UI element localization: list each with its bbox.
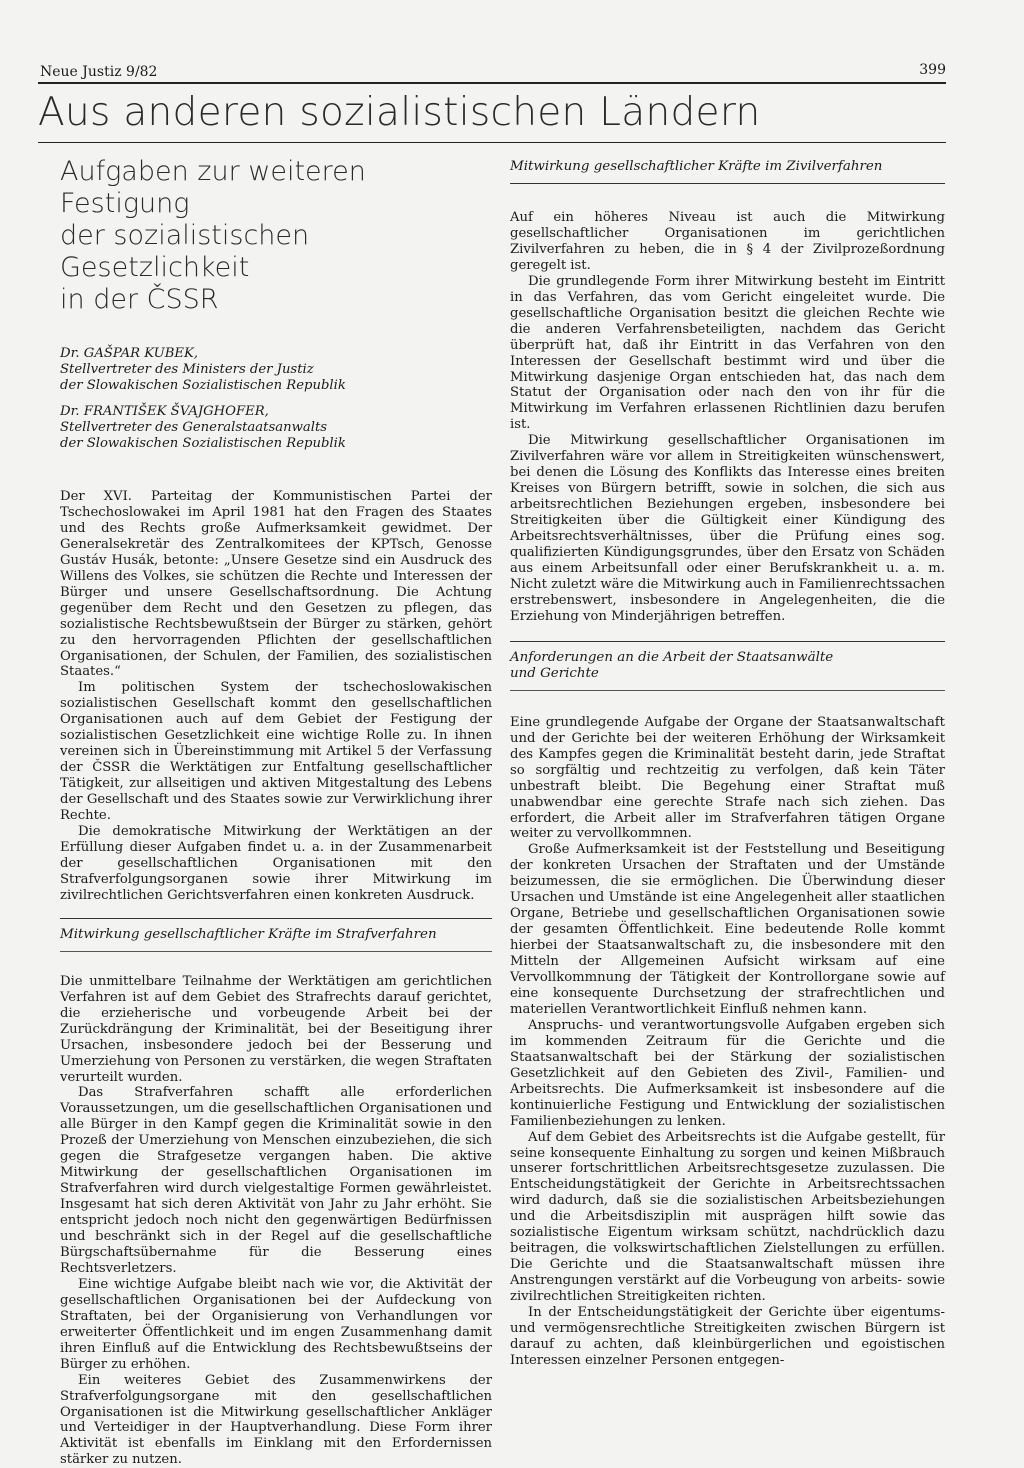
paragraph: Die unmittelbare Teilnahme der Werktätigen am gerichtlichen Verfahren ist auf dem Gebiet des Strafrechts darauf gerichtet, die erzieherische und vorbeugende Arbeit bei der Zurückdrängung der Kriminalität, bei der Beseitigung ihrer Ursachen, insbesondere jedoch bei der Besserung und Umerziehung von Personen zu verstärken, die wegen Straftaten verurteilt wurden. [60, 973, 492, 1085]
section-title: Aus anderen sozialistischen Ländern [38, 90, 761, 135]
subheading-line: Anforderungen an die Arbeit der Staatsanwälte [510, 649, 834, 665]
author-org: der Slowakischen Sozialistischen Republik [60, 436, 346, 451]
left-column [60, 150, 492, 1468]
subheading-rule [60, 951, 492, 952]
subheading-strafverfahren: Mitwirkung gesellschaftlicher Kräfte im Strafverfahren [60, 918, 492, 943]
author-org: der Slowakischen Sozialistischen Republik [60, 378, 346, 393]
right-column [510, 150, 945, 1369]
article-title-line: in der ČSSR [60, 284, 219, 315]
paragraph: Im politischen System der tschechoslowakischen sozialistischen Gesellschaft kommt den gesellschaftlichen Organisationen auch auf dem Gebiet der Festigung der sozialistischen Gesetzlichkeit eine wichtige Rolle zu. In ihnen vereinen sich in Übereinstimmung mit Artikel 5 der Verfassung der ČSSR die Werktätigen zur Entfaltung gesellschaftlicher Tätigkeit, zur allseitigen und aktiven Mitgestaltung des Lebens der Gesellschaft und des Staates sowie zur Verwirklichung ihrer Rechte. [60, 680, 492, 824]
article-title-line: Aufgaben zur weiteren Festigung [60, 156, 366, 219]
author-role: Stellvertreter des Ministers der Justiz [60, 362, 314, 377]
paragraph: Auf ein höheres Niveau ist auch die Mitwirkung gesellschaftlicher Organisationen im gerichtlichen Zivilverfahren zu heben, die in § 4 der Zivilprozeßordnung geregelt ist. [510, 210, 945, 273]
header-rule [38, 82, 946, 84]
article-title [60, 156, 492, 316]
page-number: 399 [919, 62, 946, 78]
author-block [60, 404, 492, 452]
paragraph: Ein weiteres Gebiet des Zusammenwirkens der Strafverfolgungsorgane mit den gesellschaftlichen Organisationen ist die Mitwirkung gesellschaftlicher Ankläger und Verteidiger in der Hauptverhandlung. Diese Form ihrer Aktivität ist ebenfalls im Einklang mit den Erfordernissen stärker zu nutzen. [60, 1372, 492, 1468]
anforderungen-text [510, 715, 945, 1369]
subheading-rule [510, 183, 945, 184]
paragraph: Die grundlegende Form ihrer Mitwirkung besteht im Eintritt in das Verfahren, das vom Gericht eingeleitet wurde. Die gesellschaftliche Organisation besitzt die gleichen Rechte wie die anderen Verfahrensbeteiligten, nachdem das Gericht überprüft hat, daß ihr Eintritt in das Verfahren von den Interessen der Gesellschaft bestimmt wird und über die Mitwirkung dasjenige Organ entschieden hat, das nach dem Statut der Organisation oder nach den von ihr für die Mitwirkung im Verfahren erlassenen Richtlinien dazu berufen ist. [510, 273, 945, 433]
subheading-zivilverfahren: Mitwirkung gesellschaftlicher Kräfte im Zivilverfahren [510, 159, 883, 174]
paragraph: Anspruchs- und verantwortungsvolle Aufgaben ergeben sich im kommenden Zeitraum für die Gerichte und die Staatsanwaltschaft bei der Stärkung der sozialistischen Gesetzlichkeit auf den Gebieten des Zivil-, Familien- und Arbeitsrechts. Die Aufmerksamkeit ist insbesondere auf die kontinuierliche Festigung und Entwicklung der sozialistischen Familienbeziehungen zu lenken. [510, 1017, 945, 1129]
paragraph: Die demokratische Mitwirkung der Werktätigen an der Erfüllung dieser Aufgaben findet u. a. in der Zusammenarbeit der gesellschaftlichen Organisationen mit den Strafverfolgungsorganen sowie ihrer Mitwirkung im zivilrechtlichen Gerichtsverfahren einen konkreten Ausdruck. [60, 824, 492, 903]
running-header-journal: Neue Justiz 9/82 [40, 64, 158, 80]
intro-text [60, 489, 492, 904]
author-name: Dr. FRANTIŠEK ŠVAJGHOFER, [60, 404, 269, 419]
subheading-rule [510, 690, 945, 691]
author-block [60, 346, 492, 394]
paragraph: Große Aufmerksamkeit ist der Feststellung und Beseitigung der konkreten Ursachen der Straftaten und der Umstände beizumessen, die sie ermöglichen. Die Überwindung dieser Ursachen und Umstände ist eine Angelegenheit aller staatlichen Organe, Betriebe und gesellschaftlichen Organisationen sowie der gesamten Öffentlichkeit. Eine bedeutende Rolle kommt hierbei der Staatsanwaltschaft zu, die insbesondere mit den Mitteln der Allgemeinen Aufsicht wirksam auf eine Vervollkommnung der Tätigkeit der Kontrollorgane sowie auf eine konsequente Durchsetzung der strafrechtlichen und materiellen Verantwortlichkeit Einfluß nehmen kann. [510, 842, 945, 1017]
subheading-anforderungen [510, 641, 945, 682]
author-role: Stellvertreter des Generalstaatsanwalts [60, 420, 328, 435]
paragraph: Das Strafverfahren schafft alle erforderlichen Voraussetzungen, um die gesellschaftlichen Organisationen und alle Bürger in den Kampf gegen die Kriminalität sowie in den Prozeß der Umerziehung von Menschen einzubeziehen, die sich gegen die Strafgesetze vergangen haben. Die aktive Mitwirkung der gesellschaftlichen Organisationen im Strafverfahren wird durch vielgestaltige Formen gewährleistet. Insgesamt hat sich deren Aktivität von Jahr zu Jahr erhöht. Sie entspricht jedoch noch nicht den gegenwärtigen Bedürfnissen und beschränkt sich in der Regel auf die gesellschaftliche Bürgschaftsübernahme für die Besserung eines Rechtsverletzers. [60, 1085, 492, 1276]
strafverfahren-text [60, 974, 492, 1468]
author-name: Dr. GAŠPAR KUBEK, [60, 346, 199, 361]
paragraph: Auf dem Gebiet des Arbeitsrechts ist die Aufgabe gestellt, für seine konsequente Einhaltung zu sorgen und keinen Mißbrauch unserer fortschrittlichen Arbeitsrechtsgesetze zuzulassen. Die Entscheidungstätigkeit der Gerichte in Arbeitsrechtssachen wird dadurch, daß sie die sozialistischen Arbeitsbeziehungen und die Arbeitsdisziplin mit ausprägen hilft sowie das sozialistische Eigentum wirksam schützt, nachdrücklich dazu beitragen, die volkswirtschaftlichen Zielstellungen zu erfüllen. Die Gerichte und die Staatsanwaltschaft müssen ihre Anstrengungen verstärkt auf die Vorbeugung von arbeits- sowie zivilrechtlichen Streitigkeiten richten. [510, 1129, 945, 1305]
section-rule [38, 142, 946, 143]
paragraph: In der Entscheidungstätigkeit der Gerichte über eigentums- und vermögensrechtliche Streitigkeiten zwischen Bürgern ist darauf zu achten, daß kleinbürgerlichen und egoistischen Interessen einzelner Personen entgegen- [510, 1305, 945, 1368]
paragraph: Eine grundlegende Aufgabe der Organe der Staatsanwaltschaft und der Gerichte bei der weiteren Erhöhung der Wirksamkeit des Kampfes gegen die Kriminalität besteht darin, jede Straftat so sorgfältig und rechtzeitig zu verfolgen, daß kein Täter unbestraft bleibt. Die Begehung einer Straftat muß unabwendbar eine gerechte Strafe nach sich ziehen. Das erfordert, die Arbeit aller im Strafverfahren tätigen Organe weiter zu vervollkommnen. [510, 714, 945, 842]
paragraph: Eine wichtige Aufgabe bleibt nach wie vor, die Aktivität der gesellschaftlichen Organisationen bei der Aufdeckung von Straftaten, bei der Organisierung von Verhandlungen vor erweiterter Öffentlichkeit und im engen Zusammenhang damit ihren Einfluß auf die Entwicklung des Rechtsbewußtseins der Bürger zu erhöhen. [60, 1276, 492, 1372]
paragraph: Die Mitwirkung gesellschaftlicher Organisationen im Zivilverfahren wäre vor allem in Streitigkeiten wünschenswert, bei denen die Lösung des Konflikts das Interesse eines breiten Kreises von Bürgern betrifft, sowie in solchen, die sich aus arbeitsrechtlichen Beziehungen ergeben, insbesondere bei Streitigkeiten über die Gültigkeit einer Kündigung des Arbeitsrechtsverhältnisses, über die Prüfung eines sog. qualifizierten Kündigungsgrundes, über den Ersatz von Schäden aus einem Arbeitsunfall oder einer Berufskrankheit u. a. m. Nicht zuletzt wäre die Mitwirkung auch in Familienrechtssachen erstrebenswert, insbesondere in Angelegenheiten, die die Erziehung von Minderjährigen betreffen. [510, 433, 945, 624]
paragraph: Der XVI. Parteitag der Kommunistischen Partei der Tschechoslowakei im April 1981 hat den Fragen des Staates und des Rechts große Aufmerksamkeit gewidmet. Der Generalsekretär des Zentralkomitees der KPTsch, Genosse Gustáv Husák, betonte: „Unsere Gesetze sind ein Ausdruck des Willens des Volkes, sie schützen die Rechte und Interessen der Bürger und unsere Gesellschaftsordnung. Die Achtung gegenüber dem Recht und den Gesetzen zu pflegen, das sozialistische Rechtsbewußtsein der Bürger zu stärken, gehört zu den hervorragenden Pflichten der gesellschaftlichen Organisationen, der Schulen, der Familien, des sozialistischen Staates.“ [60, 489, 492, 680]
article-title-line: der sozialistischen Gesetzlichkeit [60, 220, 310, 283]
subheading-line: und Gerichte [510, 665, 599, 681]
zivilverfahren-text [510, 210, 945, 625]
